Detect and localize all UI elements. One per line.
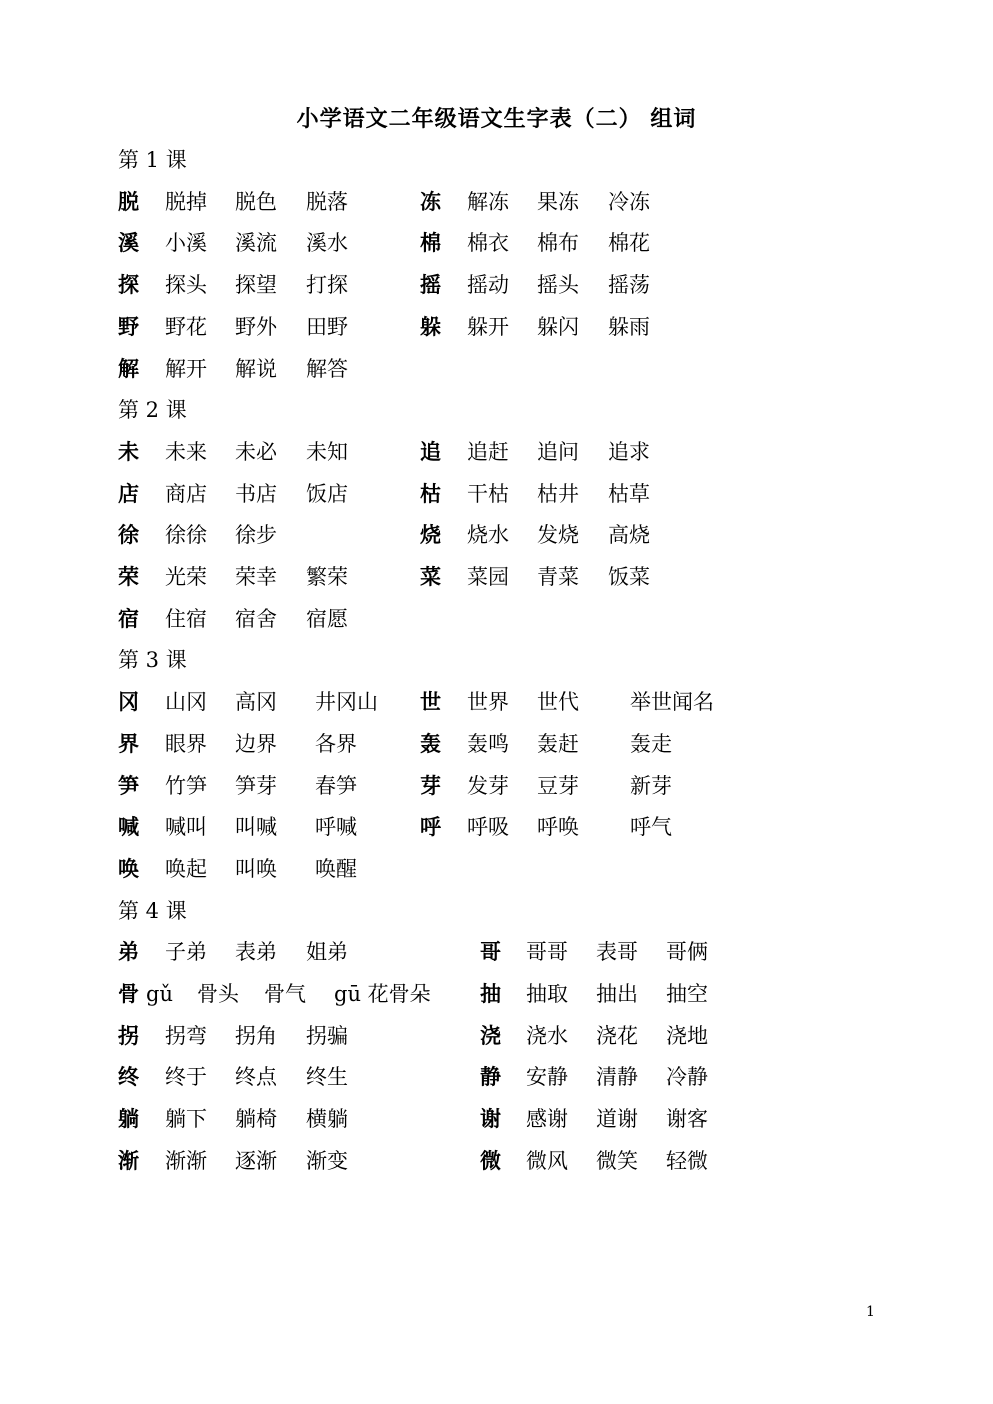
word: 叫唤 [235, 856, 277, 881]
vocab-row [118, 687, 878, 717]
vocab-row [118, 604, 878, 634]
character: 芽 [420, 772, 441, 798]
character: 终 [118, 1064, 139, 1090]
word: 新芽 [630, 773, 672, 798]
word: 边界 [235, 731, 277, 756]
character: 微 [480, 1147, 501, 1173]
vocab-row [118, 937, 878, 967]
word: 呼唤 [537, 815, 579, 840]
word: 溪水 [306, 231, 348, 256]
character: 摇 [420, 272, 441, 298]
word: 豆芽 [537, 773, 579, 798]
word: 横躺 [306, 1107, 348, 1132]
word: 解答 [306, 356, 348, 381]
word: 骨气 [264, 982, 306, 1006]
word: 浇地 [666, 1023, 708, 1048]
character: 拐 [118, 1022, 139, 1048]
word: 棉花 [608, 231, 650, 256]
word: 呼气 [630, 815, 672, 840]
word: 躲闪 [537, 314, 579, 339]
vocab-row [118, 228, 878, 258]
word: 轰走 [630, 731, 672, 756]
character: 谢 [480, 1106, 501, 1132]
character: 哥 [480, 939, 501, 965]
word: 小溪 [165, 231, 207, 256]
word: 呼喊 [315, 815, 357, 840]
word: 清静 [596, 1065, 638, 1090]
character: 荣 [118, 564, 139, 589]
word: 未必 [235, 439, 277, 464]
word: 终生 [306, 1065, 348, 1090]
word: 枯草 [608, 481, 650, 506]
word: gū 花骨朵 [334, 982, 431, 1006]
character: 弟 [118, 939, 139, 965]
character: 轰 [420, 730, 441, 756]
word: 世界 [467, 690, 509, 715]
word: 微笑 [596, 1148, 638, 1173]
character: 枯 [420, 480, 441, 506]
vocab-row [118, 979, 878, 1009]
word: 饭菜 [608, 565, 650, 589]
character: 躺 [118, 1106, 139, 1132]
character: 骨 [118, 981, 139, 1006]
vocab-row [118, 771, 878, 801]
character: 徐 [118, 522, 139, 548]
word: 躺椅 [235, 1107, 277, 1132]
word: 脱掉 [165, 189, 207, 214]
word: 喊叫 [165, 815, 207, 840]
character: 探 [118, 272, 139, 298]
word: 姐弟 [306, 940, 348, 965]
word: 骨头 [197, 982, 239, 1006]
vocab-row [118, 1146, 878, 1176]
word: 解开 [165, 356, 207, 381]
word: 解冻 [467, 189, 509, 214]
word: 终点 [235, 1065, 277, 1090]
character: 界 [118, 730, 139, 756]
word: 书店 [235, 481, 277, 506]
character: 静 [480, 1064, 501, 1090]
word: 拐骗 [306, 1023, 348, 1048]
lesson-heading: 第 3 课 [118, 648, 187, 673]
word: 各界 [315, 731, 357, 756]
character: 喊 [118, 814, 139, 840]
character: 脱 [118, 188, 139, 214]
word: 溪流 [235, 231, 277, 256]
word: 未来 [165, 439, 207, 464]
character: 渐 [118, 1147, 139, 1173]
word: 追求 [608, 439, 650, 464]
word: 轰赶 [537, 731, 579, 756]
vocab-row [118, 1021, 878, 1051]
word: 春笋 [315, 773, 357, 798]
word: 野花 [165, 314, 207, 339]
vocab-row [118, 812, 878, 842]
character: 菜 [420, 564, 441, 589]
character: 唤 [118, 855, 139, 881]
lesson-heading: 第 2 课 [118, 398, 187, 423]
character: 宿 [118, 605, 139, 631]
vocab-row [118, 187, 878, 217]
word: 渐渐 [165, 1148, 207, 1173]
vocab-row [118, 729, 878, 759]
word: 摇荡 [608, 273, 650, 298]
character: 呼 [420, 814, 441, 840]
vocab-row [118, 1104, 878, 1134]
word: 高冈 [235, 690, 277, 715]
word: 摇动 [467, 273, 509, 298]
word: 拐弯 [165, 1023, 207, 1048]
word: 田野 [306, 314, 348, 339]
word: 饭店 [306, 481, 348, 506]
vocab-row [118, 520, 878, 550]
word: 举世闻名 [630, 690, 714, 715]
word: 浇花 [596, 1023, 638, 1048]
word: 竹笋 [165, 773, 207, 798]
word: 住宿 [165, 606, 207, 631]
word: 探望 [235, 273, 277, 298]
word: 荣幸 [235, 565, 277, 589]
word: 菜园 [467, 565, 509, 589]
word: 躺下 [165, 1107, 207, 1132]
word: 抽空 [666, 982, 708, 1006]
word: 高烧 [608, 523, 650, 548]
character: 浇 [480, 1022, 501, 1048]
word: 宿舍 [235, 606, 277, 631]
character: 笋 [118, 772, 139, 798]
word: 终于 [165, 1065, 207, 1090]
word: 井冈山 [315, 690, 378, 715]
word: 果冻 [537, 189, 579, 214]
lesson-heading: 第 1 课 [118, 148, 187, 172]
word: 唤起 [165, 856, 207, 881]
word: 野外 [235, 314, 277, 339]
word: 发烧 [537, 523, 579, 548]
character: 烧 [420, 522, 441, 548]
word: 唤醒 [315, 856, 357, 881]
character: 溪 [118, 230, 139, 256]
word: 追赶 [467, 439, 509, 464]
word: 哥俩 [666, 940, 708, 965]
word: 烧水 [467, 523, 509, 548]
word: 棉衣 [467, 231, 509, 256]
word: 躲开 [467, 314, 509, 339]
word: 渐变 [306, 1148, 348, 1173]
word: 冷冻 [608, 189, 650, 214]
word: 商店 [165, 481, 207, 506]
word: 徐徐 [165, 523, 207, 548]
word: 哥哥 [526, 940, 568, 965]
word: 子弟 [165, 940, 207, 965]
vocab-row [118, 854, 878, 884]
word: 探头 [165, 273, 207, 298]
word: 表哥 [596, 940, 638, 965]
character: 抽 [480, 981, 501, 1006]
lesson-heading: 第 4 课 [118, 898, 187, 923]
character: 躲 [420, 313, 441, 339]
word: 解说 [235, 356, 277, 381]
character: 棉 [420, 230, 441, 256]
word: 轻微 [666, 1148, 708, 1173]
word: 微风 [526, 1148, 568, 1173]
word: 青菜 [537, 565, 579, 589]
word: 叫喊 [235, 815, 277, 840]
vocab-row [118, 437, 878, 467]
word: 世代 [537, 690, 579, 715]
vocab-row [118, 312, 878, 342]
character: 未 [118, 438, 139, 464]
vocab-row [118, 1062, 878, 1092]
word: 浇水 [526, 1023, 568, 1048]
word: 拐角 [235, 1023, 277, 1048]
character: 世 [420, 689, 441, 715]
word: 未知 [306, 439, 348, 464]
word: gǔ [146, 982, 173, 1006]
vocab-row [118, 562, 878, 592]
character: 野 [118, 313, 139, 339]
character: 店 [118, 480, 139, 506]
word: 表弟 [235, 940, 277, 965]
character: 冻 [420, 188, 441, 214]
word: 追问 [537, 439, 579, 464]
word: 徐步 [235, 523, 277, 548]
word: 呼吸 [467, 815, 509, 840]
word: 逐渐 [235, 1148, 277, 1173]
word: 笋芽 [235, 773, 277, 798]
word: 棉布 [537, 231, 579, 256]
vocab-row [118, 354, 878, 384]
word: 谢客 [666, 1107, 708, 1132]
page-number: 1 [866, 1304, 875, 1320]
word: 抽出 [596, 982, 638, 1006]
word: 轰鸣 [467, 731, 509, 756]
word: 宿愿 [306, 606, 348, 631]
word: 安静 [526, 1065, 568, 1090]
word: 感谢 [526, 1107, 568, 1132]
character: 冈 [118, 689, 139, 715]
word: 脱色 [235, 189, 277, 214]
word: 繁荣 [306, 565, 348, 589]
word: 光荣 [165, 565, 207, 589]
word: 摇头 [537, 273, 579, 298]
word: 冷静 [666, 1065, 708, 1090]
word: 脱落 [306, 189, 348, 214]
word: 躲雨 [608, 314, 650, 339]
character: 追 [420, 438, 441, 464]
word: 发芽 [467, 773, 509, 798]
word: 山冈 [165, 690, 207, 715]
vocab-row [118, 479, 878, 509]
word: 干枯 [467, 481, 509, 506]
word: 枯井 [537, 481, 579, 506]
page-title: 小学语文二年级语文生字表（二） 组词 [296, 106, 697, 132]
word: 道谢 [596, 1107, 638, 1132]
word: 打探 [306, 273, 348, 298]
vocab-row [118, 270, 878, 300]
character: 解 [118, 355, 139, 381]
word: 抽取 [526, 982, 568, 1006]
word: 眼界 [165, 731, 207, 756]
